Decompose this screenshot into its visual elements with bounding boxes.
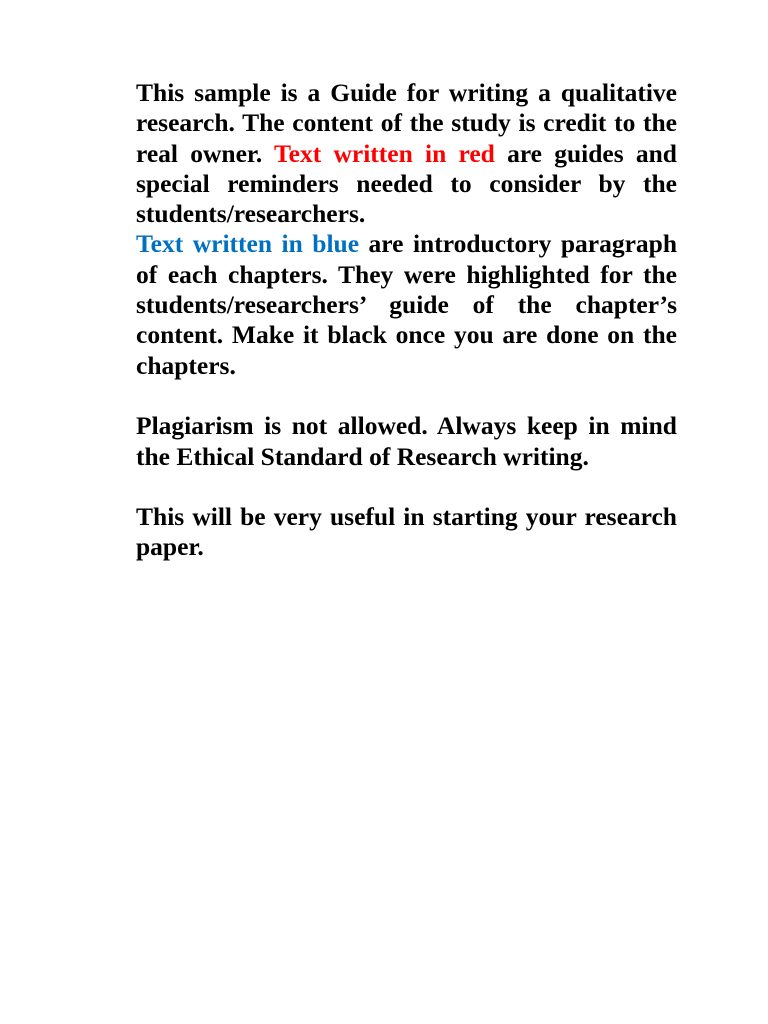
guide-rest-text: are guides and special reminders needed to consider by the students/researchers. bbox=[136, 138, 677, 229]
red-text-label: Text written in red bbox=[274, 138, 495, 168]
guide-intro-text: This sample is a Guide for writing a qualitative research. The content of the study is credit to the real owner. bbox=[136, 78, 677, 168]
document-page bbox=[136, 78, 677, 563]
blue-text-label: Text written in blue bbox=[136, 229, 360, 259]
plagiarism-paragraph: Plagiarism is not allowed. Always keep in mind the Ethical Standard of Research writing. bbox=[136, 411, 677, 471]
blue-text-paragraph bbox=[136, 229, 677, 380]
blue-text-rest: are introductory paragraph of each chapters. They were highlighted for the students/researchers’ guide of the chapter’s content. Make it black once you are done on the chapters. bbox=[136, 229, 677, 380]
guide-paragraph bbox=[136, 78, 677, 229]
closing-paragraph: This will be very useful in starting your research paper. bbox=[136, 502, 677, 562]
